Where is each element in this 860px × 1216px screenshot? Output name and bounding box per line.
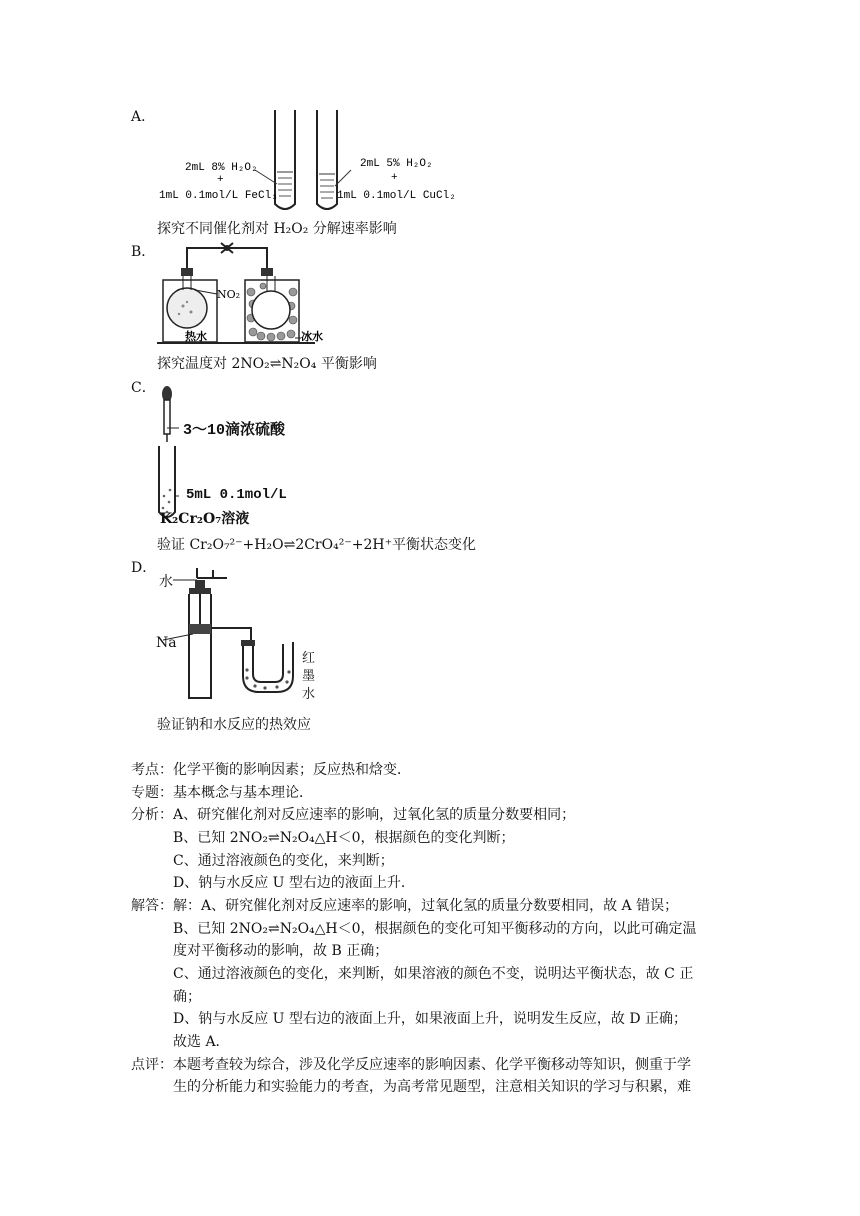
test-tubes-diagram xyxy=(155,108,475,216)
fenxi-line: 分析：A、研究催化剂对反应速率的影响，过氧化氢的质量分数要相同； xyxy=(131,807,576,823)
jieda-line: 解答：解：A、研究催化剂对反应速率的影响，过氧化氢的质量分数要相同，故 A 错误； xyxy=(131,898,679,914)
fenxi-d-line: D、钠与水反应 U 型右边的液面上升． xyxy=(173,875,415,891)
dropper-tube-diagram xyxy=(155,384,335,528)
option-a-letter: A． xyxy=(131,109,156,125)
label-d-red-3: 水 xyxy=(302,687,316,702)
jieda-c-line-2: 确； xyxy=(173,989,201,1005)
label-a-right-1: 2mL 5% H₂O₂ xyxy=(360,158,433,170)
label-c-tube-1: 5mL 0.1mol/L xyxy=(186,487,287,503)
figure-c xyxy=(155,384,335,528)
label-c-dropper: 3～10滴浓硫酸 xyxy=(183,422,286,439)
label-c-tube-2: K₂Cr₂O₇溶液 xyxy=(160,511,250,527)
jieda-c-line-1: C、通过溶液颜色的变化，来判断，如果溶液的颜色不变，说明达平衡状态，故 C 正 xyxy=(173,966,694,982)
jieda-end-line: 故选 A． xyxy=(173,1034,230,1050)
option-a-caption: 探究不同催化剂对 H₂O₂ 分解速率影响 xyxy=(157,221,397,237)
zhuanti-line: 专题：基本概念与基本理论． xyxy=(131,785,313,801)
option-d-caption: 验证钠和水反应的热效应 xyxy=(157,717,311,733)
fenxi-c-line: C、通过溶液颜色的变化，来判断； xyxy=(173,853,394,869)
figure-b xyxy=(157,240,323,350)
dianping-line-2: 生的分析能力和实验能力的考查，为高考常见题型，注意相关知识的学习与积累，难 xyxy=(173,1079,691,1095)
label-d-water: 水 xyxy=(159,574,173,590)
option-c-letter: C． xyxy=(131,380,156,396)
label-a-right-3: 1mL 0.1mol/L CuCl₂ xyxy=(337,190,456,202)
option-d-letter: D． xyxy=(131,560,157,576)
option-c-caption: 验证 Cr₂O₇²⁻+H₂O⇌2CrO₄²⁻+2H⁺平衡状态变化 xyxy=(157,537,476,553)
jieda-d-line: D、钠与水反应 U 型右边的液面上升，如果液面上升，说明发生反应，故 D 正确； xyxy=(173,1011,688,1027)
label-d-na: Na xyxy=(156,635,177,651)
label-a-left-3: 1mL 0.1mol/L FeCl₃ xyxy=(159,190,278,202)
figure-a xyxy=(155,108,475,216)
label-a-left-1: 2mL 8% H₂O₂ xyxy=(185,162,258,174)
fenxi-b-line: B、已知 2NO₂⇌N₂O₄△H＜0，根据颜色的变化判断； xyxy=(173,830,515,846)
option-b-letter: B． xyxy=(131,244,156,260)
option-b-caption: 探究温度对 2NO₂⇌N₂O₄ 平衡影响 xyxy=(157,356,377,372)
jieda-b-line-2: 度对平衡移动的影响，故 B 正确； xyxy=(173,943,389,959)
figure-d xyxy=(155,566,305,706)
jieda-b-line-1: B、已知 2NO₂⇌N₂O₄△H＜0，根据颜色的变化可知平衡移动的方向，以此可确定温 xyxy=(173,921,697,937)
label-a-right-2: + xyxy=(391,172,398,184)
label-b-gas: NO₂ xyxy=(217,288,241,301)
label-a-left-2: + xyxy=(217,174,224,186)
label-b-cold: 冰水 xyxy=(301,330,323,343)
sodium-u-tube-diagram xyxy=(155,566,305,706)
label-d-red-1: 红 xyxy=(302,651,316,666)
flask-diagram xyxy=(157,240,323,350)
dianping-line-1: 点评：本题考查较为综合，涉及化学反应速率的影响因素、化学平衡移动等知识，侧重于学 xyxy=(131,1057,691,1073)
label-d-red-2: 墨 xyxy=(302,669,316,684)
label-b-hot: 热水 xyxy=(185,330,207,343)
kaodian-line: 考点：化学平衡的影响因素；反应热和焓变． xyxy=(131,762,411,778)
